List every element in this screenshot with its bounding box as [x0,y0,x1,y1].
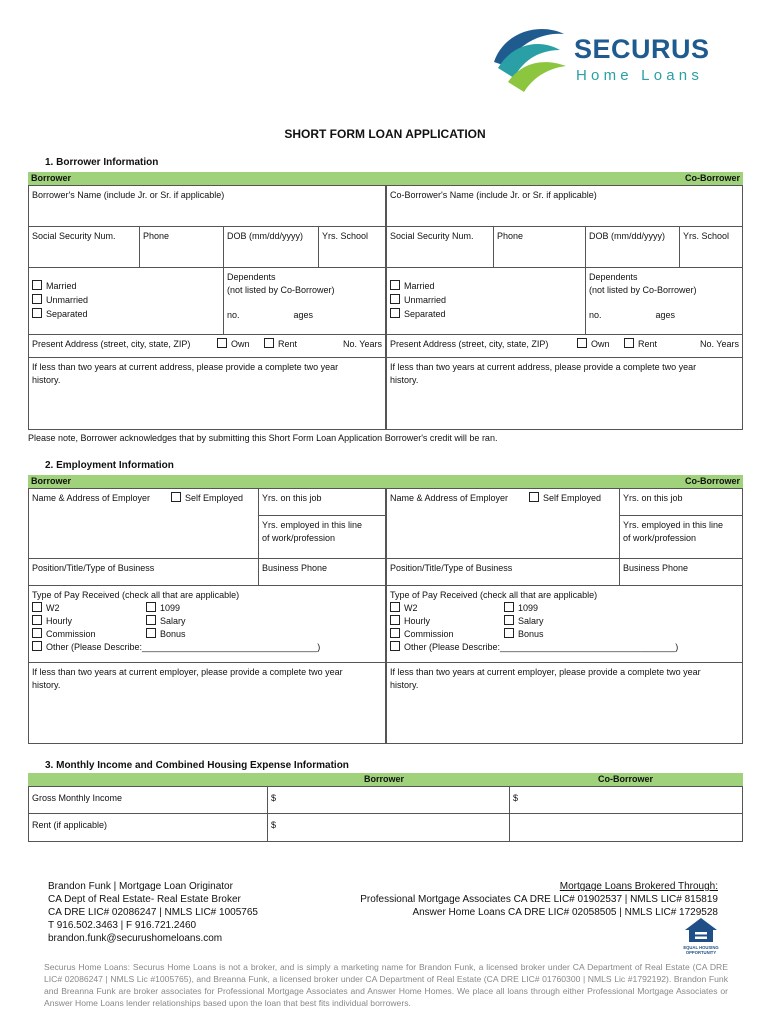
borrower-address-history-field[interactable]: If less than two years at current address, please provide a complete two year history. [28,357,386,430]
coborrower-business-phone-field[interactable]: Business Phone [619,558,743,586]
borrower-rent-field[interactable]: $ [267,813,510,842]
borrower-label: Borrower [31,173,72,183]
coborrower-salary-checkbox[interactable] [504,615,514,625]
rent-label: Rent (if applicable) [28,813,268,842]
borrower-business-phone-field[interactable]: Business Phone [258,558,386,586]
coborrower-rent-checkbox[interactable] [624,338,634,348]
form-title: SHORT FORM LOAN APPLICATION [284,127,486,141]
coborrower-yrs-line-field[interactable]: Yrs. employed in this line of work/profession [619,515,743,559]
coborrower-dob-field[interactable]: DOB (mm/dd/yyyy) [585,226,680,268]
borrower-self-employed-checkbox[interactable] [171,492,181,502]
coborrower-separated-checkbox[interactable] [390,308,400,318]
coborrower-commission-checkbox[interactable] [390,628,400,638]
section1-grid [28,185,743,430]
borrower-own-checkbox[interactable] [217,338,227,348]
coborrower-dependents-field[interactable]: Dependents (not listed by Co-Borrower) no. ages [585,267,743,335]
section2-title: 2. Employment Information [45,460,174,471]
coborrower-address-history-field[interactable]: If less than two years at current address, please provide a complete two year history. [386,357,743,430]
income-grid [28,786,743,842]
coborrower-label: Co-Borrower [684,476,740,486]
originator-email-link[interactable]: brandon.funk@securushomeloans.com [48,933,223,944]
coborrower-employer-field[interactable]: Name & Address of Employer Self Employed [386,488,620,559]
borrower-pay-type: Type of Pay Received (check all that are applicable) W2 1099 Hourly Salary Commission Bonus Other (Please Describe:___________________________________) [28,585,386,663]
logo-subtitle: Home Loans [576,67,704,84]
borrower-address-field[interactable]: Present Address (street, city, state, ZIP) Own Rent No. Years [28,334,386,358]
section1-title: 1. Borrower Information [45,157,159,168]
logo-brand: SECURUS [574,34,710,64]
borrower-rent-checkbox[interactable] [264,338,274,348]
borrower-separated-checkbox[interactable] [32,308,42,318]
borrower-salary-checkbox[interactable] [146,615,156,625]
income-header-bar [28,773,743,786]
borrower-position-field[interactable]: Position/Title/Type of Business [28,558,259,586]
borrower-dependents-field[interactable]: Dependents (not listed by Co-Borrower) no. ages [223,267,386,335]
coborrower-ssn-field[interactable]: Social Security Num. [386,226,494,268]
brokered-through: Mortgage Loans Brokered Through: Professional Mortgage Associates CA DRE LIC# 01902537 | NMLS LIC# 815819 Answer Home Loans CA DRE LIC# 02058505 | NMLS LIC# 1729528 [360,881,718,918]
income-col-borrower: Borrower [364,774,405,784]
logo-mark-icon [484,22,570,94]
borrower-unmarried-checkbox[interactable] [32,294,42,304]
borrower-bonus-checkbox[interactable] [146,628,156,638]
section2-grid [28,488,743,744]
disclaimer-text: Securus Home Loans: Securus Home Loans is not a broker, and is simply a marketing name for Brandon Funk, a licensed broker under CA Department of Real Estate (CA DRE LIC# 02086247 | NMLS Lic #1005765), and Breanna Funk, a licensed broker under CA Department of Real Estate (CA DRE LIC# 01760300 | NMLS Lic #1792192). Brandon Funk and Breanna Funk are broker associates for Professional Mortgage Associates and Answer Home Homes. We place all loans through either Professional Mortgage Associates or Answer Home Loans lender relationships based upon the loan that best fits individual borrowers. [44,962,728,1008]
borrower-marital-status: Married Unmarried Separated [28,267,224,335]
borrower-employment-history-field[interactable]: If less than two years at current employer, please provide a complete two year history. [28,662,386,744]
coborrower-1099-checkbox[interactable] [504,602,514,612]
borrower-gross-income-field[interactable]: $ [267,786,510,814]
gross-income-label: Gross Monthly Income [28,786,268,814]
section1-header-bar [28,172,743,185]
coborrower-other-checkbox[interactable] [390,641,400,651]
coborrower-yrs-job-field[interactable]: Yrs. on this job [619,488,743,516]
coborrower-w2-checkbox[interactable] [390,602,400,612]
coborrower-unmarried-checkbox[interactable] [390,294,400,304]
svg-text:OPPORTUNITY: OPPORTUNITY [685,950,717,955]
borrower-hourly-checkbox[interactable] [32,615,42,625]
coborrower-rent-blank [509,813,743,842]
coborrower-marital-status: Married Unmarried Separated [386,267,586,335]
originator-contact: Brandon Funk | Mortgage Loan Originator CA Dept of Real Estate- Real Estate Broker CA DRE LIC# 02086247 | NMLS LIC# 1005765 T 916.502.3463 | F 916.721.2460 brandon.funk@securushomeloans.com [48,881,258,944]
coborrower-label: Co-Borrower [684,173,740,183]
equal-housing-icon [682,916,720,956]
coborrower-phone-field[interactable]: Phone [493,226,586,268]
borrower-yrs-school-field[interactable]: Yrs. School [318,226,386,268]
borrower-w2-checkbox[interactable] [32,602,42,612]
borrower-other-checkbox[interactable] [32,641,42,651]
borrower-ssn-field[interactable]: Social Security Num. [28,226,140,268]
section2-header-bar [28,475,743,488]
borrower-employer-field[interactable]: Name & Address of Employer Self Employed [28,488,259,559]
securus-logo [484,22,734,94]
coborrower-gross-income-field[interactable]: $ [509,786,743,814]
income-col-coborrower: Co-Borrower [598,774,654,784]
svg-text:EQUAL HOUSING: EQUAL HOUSING [683,945,719,950]
coborrower-self-employed-checkbox[interactable] [529,492,539,502]
borrower-label: Borrower [31,476,72,486]
coborrower-address-field[interactable]: Present Address (street, city, state, ZIP) Own Rent No. Years [386,334,743,358]
borrower-commission-checkbox[interactable] [32,628,42,638]
borrower-yrs-line-field[interactable]: Yrs. employed in this line of work/profession [258,515,386,559]
coborrower-married-checkbox[interactable] [390,280,400,290]
coborrower-name-field[interactable]: Co-Borrower's Name (include Jr. or Sr. if applicable) [386,185,743,227]
borrower-name-field[interactable]: Borrower's Name (include Jr. or Sr. if applicable) [28,185,386,227]
section3-title: 3. Monthly Income and Combined Housing Expense Information [45,760,349,771]
borrower-yrs-job-field[interactable]: Yrs. on this job [258,488,386,516]
borrower-phone-field[interactable]: Phone [139,226,224,268]
coborrower-position-field[interactable]: Position/Title/Type of Business [386,558,620,586]
borrower-married-checkbox[interactable] [32,280,42,290]
borrower-dob-field[interactable]: DOB (mm/dd/yyyy) [223,226,319,268]
credit-notice: Please note, Borrower acknowledges that by submitting this Short Form Loan Application Borrower's credit will be ran. [28,433,498,443]
borrower-1099-checkbox[interactable] [146,602,156,612]
coborrower-hourly-checkbox[interactable] [390,615,400,625]
coborrower-employment-history-field[interactable]: If less than two years at current employer, please provide a complete two year history. [386,662,743,744]
coborrower-own-checkbox[interactable] [577,338,587,348]
coborrower-yrs-school-field[interactable]: Yrs. School [679,226,743,268]
coborrower-pay-type: Type of Pay Received (check all that are applicable) W2 1099 Hourly Salary Commission Bonus Other (Please Describe:___________________________________) [386,585,743,663]
coborrower-bonus-checkbox[interactable] [504,628,514,638]
